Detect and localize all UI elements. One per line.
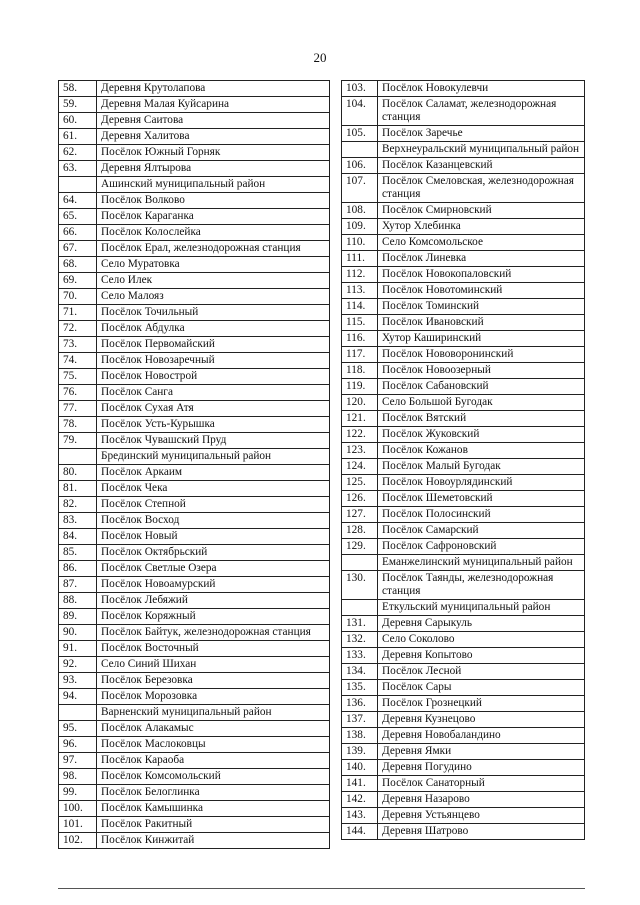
settlement-name: Посёлок Ивановский (378, 315, 585, 331)
table-row (59, 609, 330, 625)
table-row (59, 401, 330, 417)
row-number: 129. (342, 539, 378, 555)
table-row (342, 97, 585, 126)
row-number: 64. (59, 193, 97, 209)
row-number: 109. (342, 219, 378, 235)
row-number: 142. (342, 792, 378, 808)
settlement-name: Посёлок Новоамурский (97, 577, 330, 593)
row-number: 132. (342, 632, 378, 648)
settlement-name: Посёлок Караоба (97, 753, 330, 769)
settlement-name: Посёлок Байтук, железнодорожная станция (97, 625, 330, 641)
table-row (59, 209, 330, 225)
settlement-name: Посёлок Новострой (97, 369, 330, 385)
table-row (342, 126, 585, 142)
settlement-name: Посёлок Степной (97, 497, 330, 513)
row-number: 118. (342, 363, 378, 379)
table-row (59, 353, 330, 369)
row-number: 111. (342, 251, 378, 267)
table-row (342, 203, 585, 219)
row-number: 108. (342, 203, 378, 219)
table-row (59, 497, 330, 513)
settlement-name: Посёлок Грознецкий (378, 696, 585, 712)
row-number: 138. (342, 728, 378, 744)
table-row (342, 81, 585, 97)
table-row (59, 785, 330, 801)
table-row (59, 593, 330, 609)
row-number: 107. (342, 174, 378, 203)
settlement-name: Посёлок Томинский (378, 299, 585, 315)
table-row (59, 689, 330, 705)
row-number: 74. (59, 353, 97, 369)
table-row (342, 539, 585, 555)
row-number: 66. (59, 225, 97, 241)
settlement-name: Посёлок Сухая Атя (97, 401, 330, 417)
settlement-name: Посёлок Сабановский (378, 379, 585, 395)
table-row (342, 696, 585, 712)
settlement-name: Посёлок Жуковский (378, 427, 585, 443)
district-header-row (342, 600, 585, 616)
footer-rule (58, 888, 585, 889)
settlement-name: Деревня Халитова (97, 129, 330, 145)
table-row (59, 385, 330, 401)
row-number: 96. (59, 737, 97, 753)
table-row (59, 801, 330, 817)
row-number: 82. (59, 497, 97, 513)
settlement-name: Посёлок Новоурлядинский (378, 475, 585, 491)
table-row (59, 161, 330, 177)
settlements-table-left (58, 80, 330, 849)
row-number: 75. (59, 369, 97, 385)
row-number: 73. (59, 337, 97, 353)
row-number: 59. (59, 97, 97, 113)
settlement-name: Деревня Ямки (378, 744, 585, 760)
table-row (342, 632, 585, 648)
table-row (342, 491, 585, 507)
table-row (342, 395, 585, 411)
row-number (342, 600, 378, 616)
row-number: 87. (59, 577, 97, 593)
settlement-name: Село Комсомольское (378, 235, 585, 251)
district-name: Варненский муниципальный район (97, 705, 330, 721)
row-number: 94. (59, 689, 97, 705)
table-row (342, 411, 585, 427)
table-row (342, 760, 585, 776)
district-header-row (59, 449, 330, 465)
row-number: 106. (342, 158, 378, 174)
row-number: 112. (342, 267, 378, 283)
settlement-name: Посёлок Восточный (97, 641, 330, 657)
settlement-name: Посёлок Казанцевский (378, 158, 585, 174)
table-row (59, 465, 330, 481)
row-number: 122. (342, 427, 378, 443)
settlement-name: Посёлок Лесной (378, 664, 585, 680)
settlement-name: Посёлок Камышинка (97, 801, 330, 817)
settlement-name: Посёлок Полосинский (378, 507, 585, 523)
settlement-name: Село Муратовка (97, 257, 330, 273)
settlement-name: Деревня Сарыкуль (378, 616, 585, 632)
row-number: 104. (342, 97, 378, 126)
settlement-name: Хутор Хлебинка (378, 219, 585, 235)
table-row (342, 363, 585, 379)
table-row (342, 459, 585, 475)
settlement-name: Посёлок Маслоковцы (97, 737, 330, 753)
row-number: 100. (59, 801, 97, 817)
settlement-name: Посёлок Заречье (378, 126, 585, 142)
district-name: Верхнеуральский муниципальный район (378, 142, 585, 158)
row-number: 105. (342, 126, 378, 142)
settlement-name: Посёлок Березовка (97, 673, 330, 689)
row-number: 68. (59, 257, 97, 273)
row-number: 72. (59, 321, 97, 337)
table-row (342, 744, 585, 760)
table-row (342, 523, 585, 539)
settlement-name: Посёлок Абдулка (97, 321, 330, 337)
district-name: Еткульский муниципальный район (378, 600, 585, 616)
settlement-name: Посёлок Линевка (378, 251, 585, 267)
settlement-name: Посёлок Шеметовский (378, 491, 585, 507)
table-row (59, 145, 330, 161)
table-right-body (342, 81, 585, 840)
row-number: 110. (342, 235, 378, 251)
row-number: 77. (59, 401, 97, 417)
district-name: Ашинский муниципальный район (97, 177, 330, 193)
table-row (342, 283, 585, 299)
settlement-name: Посёлок Малый Бугодак (378, 459, 585, 475)
settlement-name: Посёлок Сафроновский (378, 539, 585, 555)
row-number: 120. (342, 395, 378, 411)
district-header-row (342, 555, 585, 571)
row-number: 117. (342, 347, 378, 363)
row-number (342, 142, 378, 158)
row-number: 98. (59, 769, 97, 785)
table-row (59, 721, 330, 737)
settlement-name: Посёлок Чувашский Пруд (97, 433, 330, 449)
row-number: 128. (342, 523, 378, 539)
settlement-name: Посёлок Светлые Озера (97, 561, 330, 577)
row-number: 134. (342, 664, 378, 680)
settlement-name: Посёлок Саламат, железнодорожная станция (378, 97, 585, 126)
settlement-name: Деревня Копытово (378, 648, 585, 664)
settlement-name: Посёлок Новоозерный (378, 363, 585, 379)
row-number: 69. (59, 273, 97, 289)
row-number (59, 705, 97, 721)
table-row (342, 507, 585, 523)
row-number: 78. (59, 417, 97, 433)
row-number: 84. (59, 529, 97, 545)
row-number: 140. (342, 760, 378, 776)
row-number: 91. (59, 641, 97, 657)
table-row (342, 664, 585, 680)
settlement-name: Посёлок Новотоминский (378, 283, 585, 299)
table-row (59, 417, 330, 433)
table-row (59, 753, 330, 769)
table-row (59, 833, 330, 849)
row-number: 143. (342, 808, 378, 824)
table-row (342, 728, 585, 744)
table-row (59, 113, 330, 129)
settlement-name: Посёлок Самарский (378, 523, 585, 539)
table-row (59, 657, 330, 673)
row-number: 89. (59, 609, 97, 625)
row-number: 133. (342, 648, 378, 664)
table-row (59, 545, 330, 561)
row-number: 121. (342, 411, 378, 427)
table-row (59, 289, 330, 305)
table-row (59, 129, 330, 145)
table-row (59, 769, 330, 785)
table-row (59, 241, 330, 257)
table-row (342, 219, 585, 235)
settlement-name: Посёлок Аркаим (97, 465, 330, 481)
table-row (59, 481, 330, 497)
row-number: 67. (59, 241, 97, 257)
table-row (342, 792, 585, 808)
table-row (342, 331, 585, 347)
settlement-name: Посёлок Комсомольский (97, 769, 330, 785)
row-number: 144. (342, 824, 378, 840)
row-number: 130. (342, 571, 378, 600)
row-number: 123. (342, 443, 378, 459)
district-header-row (342, 142, 585, 158)
row-number: 61. (59, 129, 97, 145)
row-number: 63. (59, 161, 97, 177)
row-number: 127. (342, 507, 378, 523)
row-number: 79. (59, 433, 97, 449)
settlement-name: Посёлок Ракитный (97, 817, 330, 833)
settlements-table-right (341, 80, 585, 840)
table-row (59, 513, 330, 529)
row-number: 141. (342, 776, 378, 792)
row-number (59, 449, 97, 465)
settlement-name: Посёлок Южный Горняк (97, 145, 330, 161)
settlement-name: Посёлок Новый (97, 529, 330, 545)
page-number: 20 (313, 50, 327, 65)
table-row (342, 616, 585, 632)
table-row (59, 225, 330, 241)
settlement-name: Деревня Малая Куйсарина (97, 97, 330, 113)
table-row (342, 235, 585, 251)
settlement-name: Посёлок Алакамыс (97, 721, 330, 737)
settlement-name: Посёлок Волково (97, 193, 330, 209)
settlement-name: Посёлок Усть-Курышка (97, 417, 330, 433)
settlement-name: Деревня Саитова (97, 113, 330, 129)
settlement-name: Посёлок Новокопаловский (378, 267, 585, 283)
settlement-name: Посёлок Первомайский (97, 337, 330, 353)
settlement-name: Посёлок Таянды, железнодорожная станция (378, 571, 585, 600)
table-row (342, 299, 585, 315)
settlement-name: Посёлок Сары (378, 680, 585, 696)
settlement-name: Посёлок Белоглинка (97, 785, 330, 801)
settlement-name: Посёлок Кинжитай (97, 833, 330, 849)
row-number: 126. (342, 491, 378, 507)
row-number: 101. (59, 817, 97, 833)
settlement-name: Село Илек (97, 273, 330, 289)
table-row (59, 529, 330, 545)
settlement-name: Посёлок Коряжный (97, 609, 330, 625)
settlement-name: Деревня Ялтырова (97, 161, 330, 177)
settlement-name: Деревня Крутолапова (97, 81, 330, 97)
settlement-name: Посёлок Кожанов (378, 443, 585, 459)
settlement-name: Хутор Каширинский (378, 331, 585, 347)
table-row (59, 369, 330, 385)
row-number: 99. (59, 785, 97, 801)
table-row (59, 817, 330, 833)
table-row (59, 625, 330, 641)
settlement-name: Посёлок Ерал, железнодорожная станция (97, 241, 330, 257)
row-number (342, 555, 378, 571)
table-row (59, 561, 330, 577)
table-row (342, 427, 585, 443)
table-row (59, 641, 330, 657)
settlement-name: Село Малояз (97, 289, 330, 305)
table-row (59, 81, 330, 97)
row-number: 136. (342, 696, 378, 712)
row-number (59, 177, 97, 193)
district-header-row (59, 177, 330, 193)
row-number: 90. (59, 625, 97, 641)
district-name: Еманжелинский муниципальный район (378, 555, 585, 571)
row-number: 103. (342, 81, 378, 97)
table-row (342, 571, 585, 600)
settlement-name: Посёлок Морозовка (97, 689, 330, 705)
table-row (59, 433, 330, 449)
row-number: 80. (59, 465, 97, 481)
row-number: 139. (342, 744, 378, 760)
row-number: 62. (59, 145, 97, 161)
row-number: 85. (59, 545, 97, 561)
settlement-name: Деревня Погудино (378, 760, 585, 776)
table-row (342, 824, 585, 840)
table-row (342, 158, 585, 174)
row-number: 137. (342, 712, 378, 728)
settlement-name: Посёлок Нововоронинский (378, 347, 585, 363)
table-row (59, 337, 330, 353)
settlement-name: Посёлок Санга (97, 385, 330, 401)
settlement-name: Село Большой Бугодак (378, 395, 585, 411)
table-row (59, 305, 330, 321)
table-row (59, 321, 330, 337)
settlement-name: Деревня Шатрово (378, 824, 585, 840)
table-row (59, 257, 330, 273)
row-number: 102. (59, 833, 97, 849)
settlement-name: Посёлок Вятский (378, 411, 585, 427)
table-row (59, 193, 330, 209)
row-number: 58. (59, 81, 97, 97)
table-row (342, 712, 585, 728)
settlement-name: Посёлок Новокулевчи (378, 81, 585, 97)
table-row (342, 379, 585, 395)
row-number: 60. (59, 113, 97, 129)
row-number: 125. (342, 475, 378, 491)
settlement-name: Посёлок Лебяжий (97, 593, 330, 609)
table-row (59, 273, 330, 289)
row-number: 113. (342, 283, 378, 299)
row-number: 81. (59, 481, 97, 497)
row-number: 86. (59, 561, 97, 577)
table-row (342, 251, 585, 267)
row-number: 70. (59, 289, 97, 305)
row-number: 92. (59, 657, 97, 673)
settlement-name: Село Соколово (378, 632, 585, 648)
settlement-name: Деревня Кузнецово (378, 712, 585, 728)
row-number: 93. (59, 673, 97, 689)
table-row (59, 737, 330, 753)
district-name: Брединский муниципальный район (97, 449, 330, 465)
settlement-name: Посёлок Новозаречный (97, 353, 330, 369)
row-number: 83. (59, 513, 97, 529)
row-number: 71. (59, 305, 97, 321)
settlement-name: Деревня Устьянцево (378, 808, 585, 824)
settlement-name: Посёлок Санаторный (378, 776, 585, 792)
row-number: 119. (342, 379, 378, 395)
row-number: 65. (59, 209, 97, 225)
table-row (59, 577, 330, 593)
table-row (342, 808, 585, 824)
settlement-name: Село Синий Шихан (97, 657, 330, 673)
settlement-name: Деревня Назарово (378, 792, 585, 808)
row-number: 76. (59, 385, 97, 401)
row-number: 88. (59, 593, 97, 609)
row-number: 124. (342, 459, 378, 475)
table-row (59, 97, 330, 113)
table-row (342, 443, 585, 459)
table-left-body (59, 81, 330, 849)
table-row (342, 347, 585, 363)
settlement-name: Посёлок Восход (97, 513, 330, 529)
table-row (342, 475, 585, 491)
row-number: 131. (342, 616, 378, 632)
settlement-name: Посёлок Караганка (97, 209, 330, 225)
settlement-name: Посёлок Колослейка (97, 225, 330, 241)
table-row (342, 776, 585, 792)
table-row (342, 315, 585, 331)
settlement-name: Деревня Новобаландино (378, 728, 585, 744)
row-number: 97. (59, 753, 97, 769)
row-number: 135. (342, 680, 378, 696)
table-row (342, 267, 585, 283)
settlement-name: Посёлок Смирновский (378, 203, 585, 219)
row-number: 116. (342, 331, 378, 347)
district-header-row (59, 705, 330, 721)
settlement-name: Посёлок Точильный (97, 305, 330, 321)
row-number: 114. (342, 299, 378, 315)
table-row (342, 648, 585, 664)
settlement-name: Посёлок Чека (97, 481, 330, 497)
row-number: 115. (342, 315, 378, 331)
settlement-name: Посёлок Смеловская, железнодорожная станция (378, 174, 585, 203)
table-row (342, 680, 585, 696)
settlement-name: Посёлок Октябрьский (97, 545, 330, 561)
row-number: 95. (59, 721, 97, 737)
table-row (59, 673, 330, 689)
table-row (342, 174, 585, 203)
